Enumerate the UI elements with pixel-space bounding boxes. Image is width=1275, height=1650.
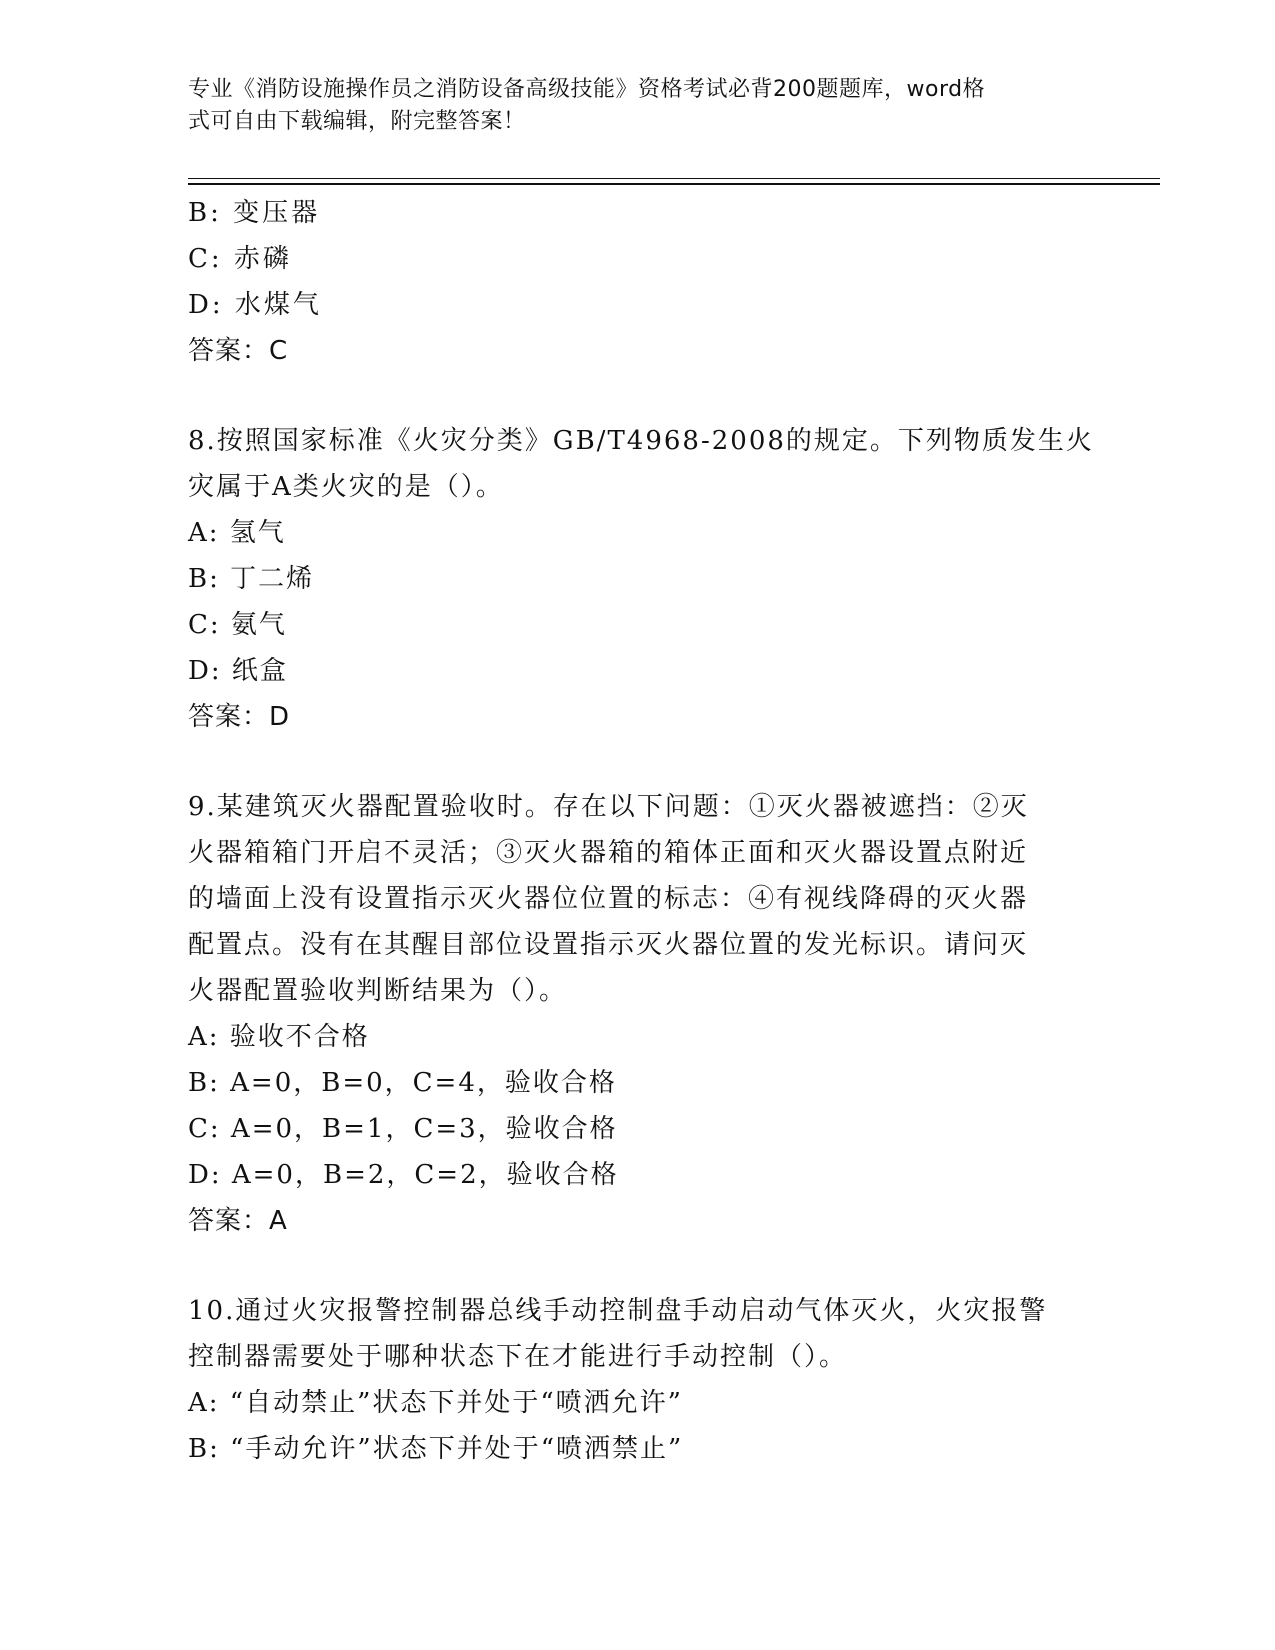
option-b: B: A=0，B=0，C=4，验收合格 [188, 1068, 617, 1098]
option-a: A: 验收不合格 [188, 1022, 370, 1052]
option-b: B: “手动允许”状态下并处于“喷洒禁止” [188, 1434, 684, 1464]
option-b: B: 丁二烯 [188, 564, 315, 594]
question-text-line: 灾属于A类火灾的是（）。 [188, 472, 504, 502]
question-text-line: 10.通过火灾报警控制器总线手动控制盘手动启动气体灭火，火灾报警 [188, 1296, 1048, 1326]
question-content [188, 190, 1094, 1472]
option-d: D: A=0，B=2，C=2，验收合格 [188, 1160, 619, 1190]
question-text-line: 火器箱箱门开启不灵活；③灭火器箱的箱体正面和灭火器设置点附近 [188, 838, 1029, 868]
option-d: D: 纸盒 [188, 656, 288, 686]
option-a: A: “自动禁止”状态下并处于“喷洒允许” [188, 1388, 683, 1418]
header-divider-bottom [188, 183, 1160, 185]
spacer [188, 1244, 1088, 1288]
question-8 [188, 418, 1094, 740]
header-line-1: 专业《消防设施操作员之消防设备高级技能》资格考试必背200题题库，word格 [188, 77, 986, 102]
option-c: C: 氨气 [188, 610, 287, 640]
question-text-line: 火器配置验收判断结果为（）。 [188, 976, 568, 1006]
question-text-line: 9.某建筑灭火器配置验收时。存在以下问题：①灭火器被遮挡：②灭 [188, 792, 1029, 822]
option-b: B: 变压器 [188, 198, 321, 228]
question-text-line: 配置点。没有在其醒目部位设置指示灭火器位置的发光标识。请问灭 [188, 930, 1029, 960]
question-text-line: 控制器需要处于哪种状态下在才能进行手动控制（）。 [188, 1342, 848, 1372]
option-a: A: 氢气 [188, 518, 286, 548]
spacer [188, 740, 1088, 784]
question-7-tail [188, 190, 1088, 374]
option-d: D: 水煤气 [188, 290, 322, 320]
option-c: C: 赤磷 [188, 244, 292, 274]
question-9 [188, 784, 1088, 1244]
spacer [188, 374, 1088, 418]
header-divider-top [188, 178, 1160, 179]
question-text-line: 8.按照国家标准《火灾分类》GB/T4968-2008的规定。下列物质发生火 [188, 426, 1094, 456]
option-c: C: A=0，B=1，C=3，验收合格 [188, 1114, 618, 1144]
question-text-line: 的墙面上没有设置指示灭火器位位置的标志：④有视线降碍的灭火器 [188, 884, 1029, 914]
answer-line: 答案：A [188, 1206, 288, 1236]
header-line-2: 式可自由下载编辑，附完整答案！ [188, 109, 526, 134]
answer-line: 答案：C [188, 336, 289, 366]
answer-line: 答案：D [188, 702, 291, 732]
question-10 [188, 1288, 1088, 1472]
document-header [188, 74, 1068, 138]
